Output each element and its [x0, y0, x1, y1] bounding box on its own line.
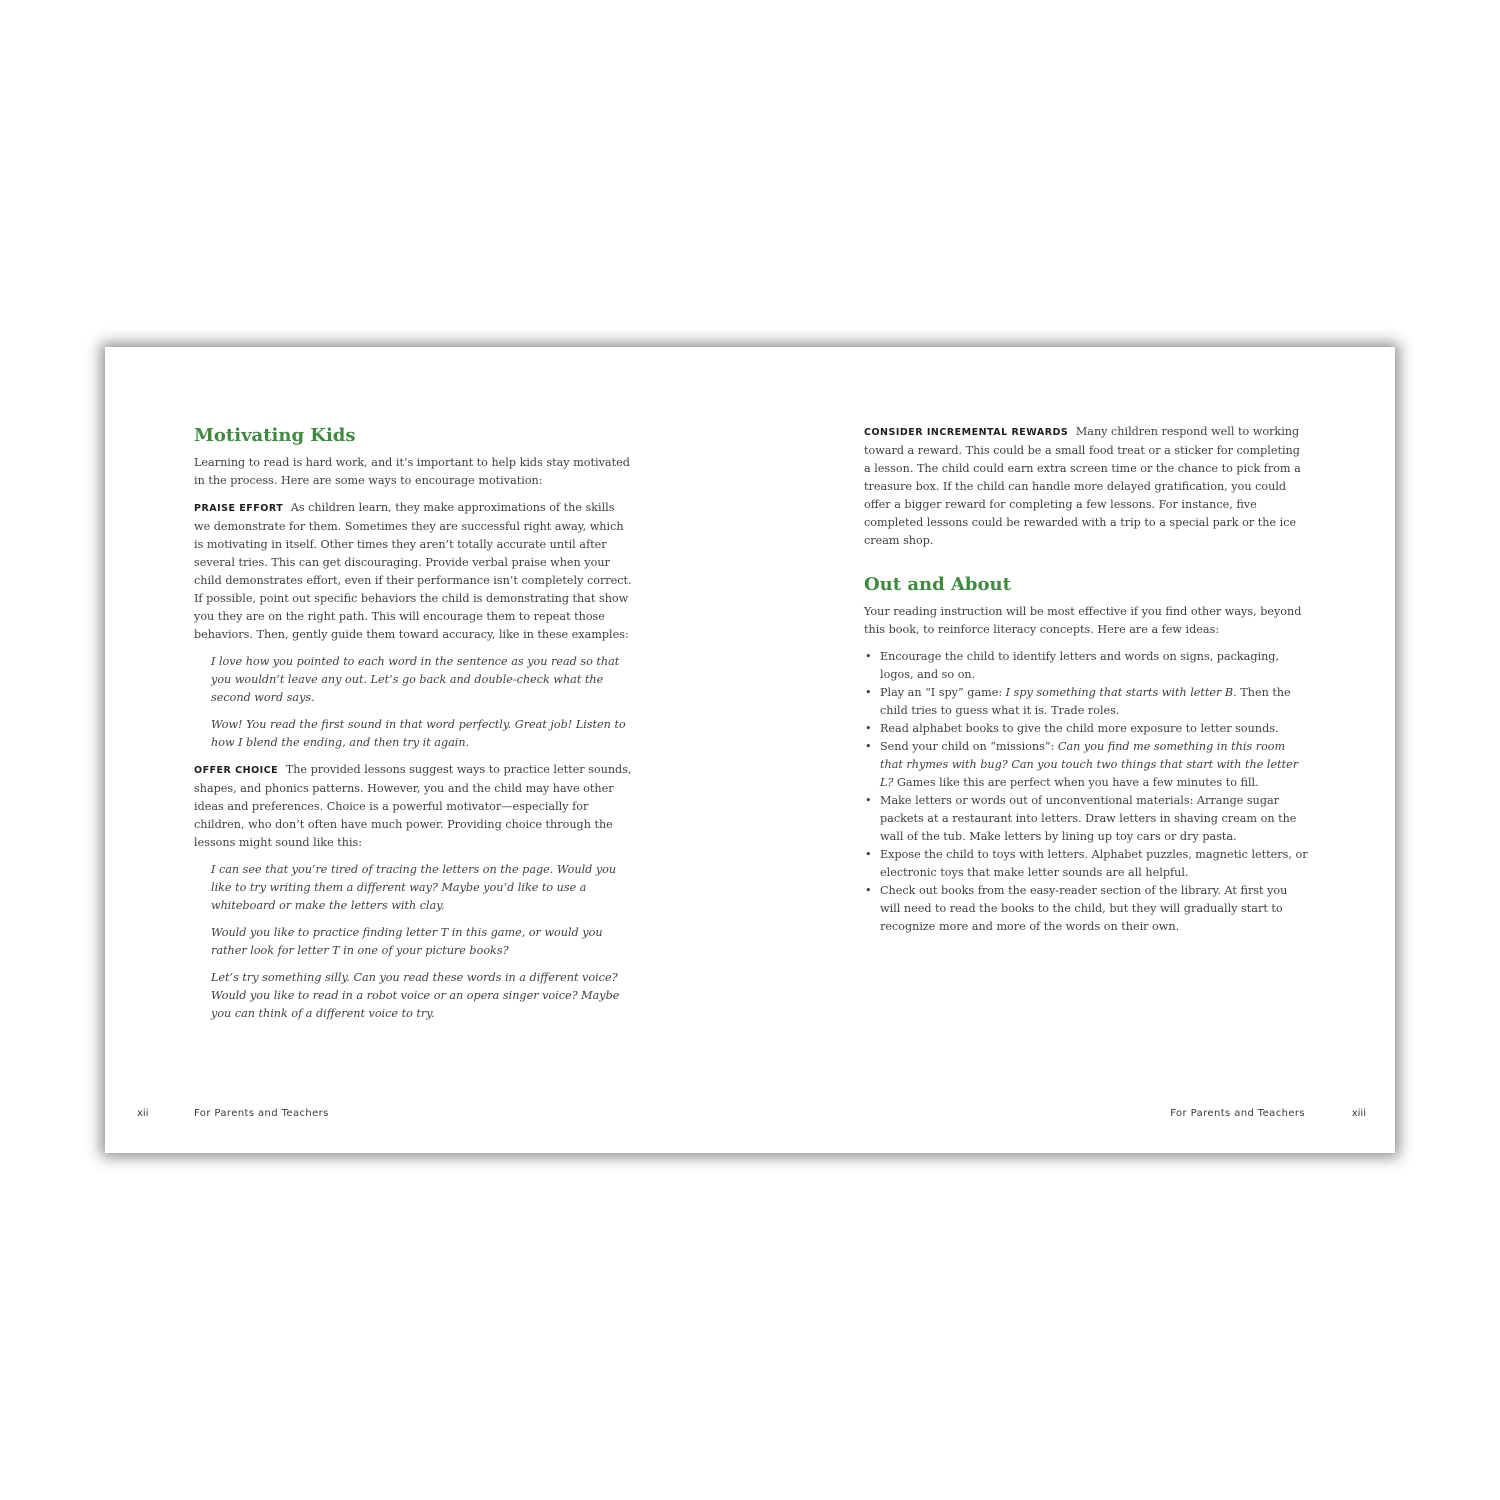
running-title: For Parents and Teachers [1170, 1108, 1305, 1119]
incremental-rewards-lead: CONSIDER INCREMENTAL REWARDS [864, 427, 1069, 438]
list-item-text: Games like this are perfect when you have a few minutes to fill. [893, 776, 1259, 789]
list-item: • Check out books from the easy-reader section of the library. At first you will need to read the books to the child, but they will gradually start to recognize more and more of the words on their own. [864, 882, 1308, 936]
out-and-about-section [864, 574, 1308, 936]
book-spread [105, 347, 1395, 1153]
offer-choice-lead: OFFER CHOICE [194, 765, 279, 776]
page-number: xiii [1351, 1108, 1366, 1119]
list-item [864, 738, 1308, 792]
list-item-text: Then the child tries to guess what it is. Trade roles. [880, 686, 1291, 717]
list-item: • Make letters or words out of unconventional materials: Arrange sugar packets at a restaurant into letters. Draw letters in shaving cream on the wall of the tub. Make letters by lining up toy cars or dry pasta. [864, 792, 1308, 846]
out-and-about-intro: Your reading instruction will be most effective if you find other ways, beyond this book, to reinforce literacy concepts. Here are a few ideas: [864, 605, 1302, 636]
praise-effort-lead: PRAISE EFFORT [194, 503, 284, 514]
intro-paragraph: Learning to read is hard work, and it’s important to help kids stay motivated in the process. Here are some ways to encourage motivation: [194, 456, 630, 487]
right-page [750, 347, 1395, 1153]
list-item-text: Play an “I spy” game: [880, 686, 1006, 699]
list-item [864, 684, 1308, 720]
right-page-column [864, 423, 1308, 936]
example-quote: I love how you pointed to each word in the sentence as you read so that you wouldn’t leave any out. Let’s go back and double-check what the second word says. [211, 655, 620, 704]
list-item: • Encourage the child to identify letters and words on signs, packaging, logos, and so on. [864, 648, 1308, 684]
section-heading-out-and-about: Out and About [864, 574, 1011, 595]
praise-effort-paragraph [194, 499, 634, 644]
offer-choice-paragraph [194, 761, 634, 852]
example-quote: Wow! You read the first sound in that word perfectly. Great job! Listen to how I blend the ending, and then try it again. [211, 718, 626, 749]
list-item-italic: I spy something that starts with letter B. [1005, 686, 1237, 699]
list-item: • Expose the child to toys with letters. Alphabet puzzles, magnetic letters, or electronic toys that make letter sounds are all helpful. [864, 846, 1308, 882]
left-page-column [194, 425, 634, 1032]
list-item-text: Send your child on “missions”: [880, 740, 1058, 753]
example-quote: Let’s try something silly. Can you read these words in a different voice? Would you like to read in a robot voice or an opera singer voice? Maybe you can think of a different voice to try. [211, 971, 620, 1020]
incremental-rewards-text: Many children respond well to working toward a reward. This could be a small food treat or a sticker for completing a lesson. The child could earn extra screen time or the chance to pick from a treasure box. If the child can handle more delayed gratification, you could offer a bigger reward for completing a few lessons. For instance, five completed lessons could be rewarded with a trip to a special park or the ice cream shop. [864, 425, 1301, 547]
praise-effort-text: As children learn, they make approximations of the skills we demonstrate for them. Sometimes they are successful right away, which is motivating in itself. Other times they aren’t totally accurate until after several tries. This can get discouraging. Provide verbal praise when your child demonstrates effort, even if their performance isn’t completely correct. If possible, point out specific behaviors the child is demonstrating that show you they are on the right path. This will encourage them to repeat those behaviors. Then, gently guide them toward accuracy, like in these examples: [194, 501, 632, 641]
example-quote: I can see that you’re tired of tracing the letters on the page. Would you like to try writing them a different way? Maybe you’d like to use a whiteboard or make the letters with clay. [211, 863, 617, 912]
section-heading-motivating-kids: Motivating Kids [194, 425, 356, 446]
list-item-italic: Can you find me something in this room that rhymes with bug? Can you touch two things that start with the letter L? [880, 740, 1299, 789]
example-quote: Would you like to practice finding letter T in this game, or would you rather look for letter T in one of your picture books? [211, 926, 603, 957]
running-title: For Parents and Teachers [194, 1108, 329, 1119]
left-page [105, 347, 750, 1153]
ideas-list [864, 648, 1308, 936]
offer-choice-text: The provided lessons suggest ways to practice letter sounds, shapes, and phonics patterns. However, you and the child may have other ideas and preferences. Choice is a powerful motivator—especially for children, who don’t often have much power. Providing choice through the lessons might sound like this: [194, 763, 632, 849]
list-item: • Read alphabet books to give the child more exposure to letter sounds. [864, 720, 1308, 738]
page-number: xii [137, 1108, 149, 1119]
incremental-rewards-paragraph [864, 423, 1308, 550]
